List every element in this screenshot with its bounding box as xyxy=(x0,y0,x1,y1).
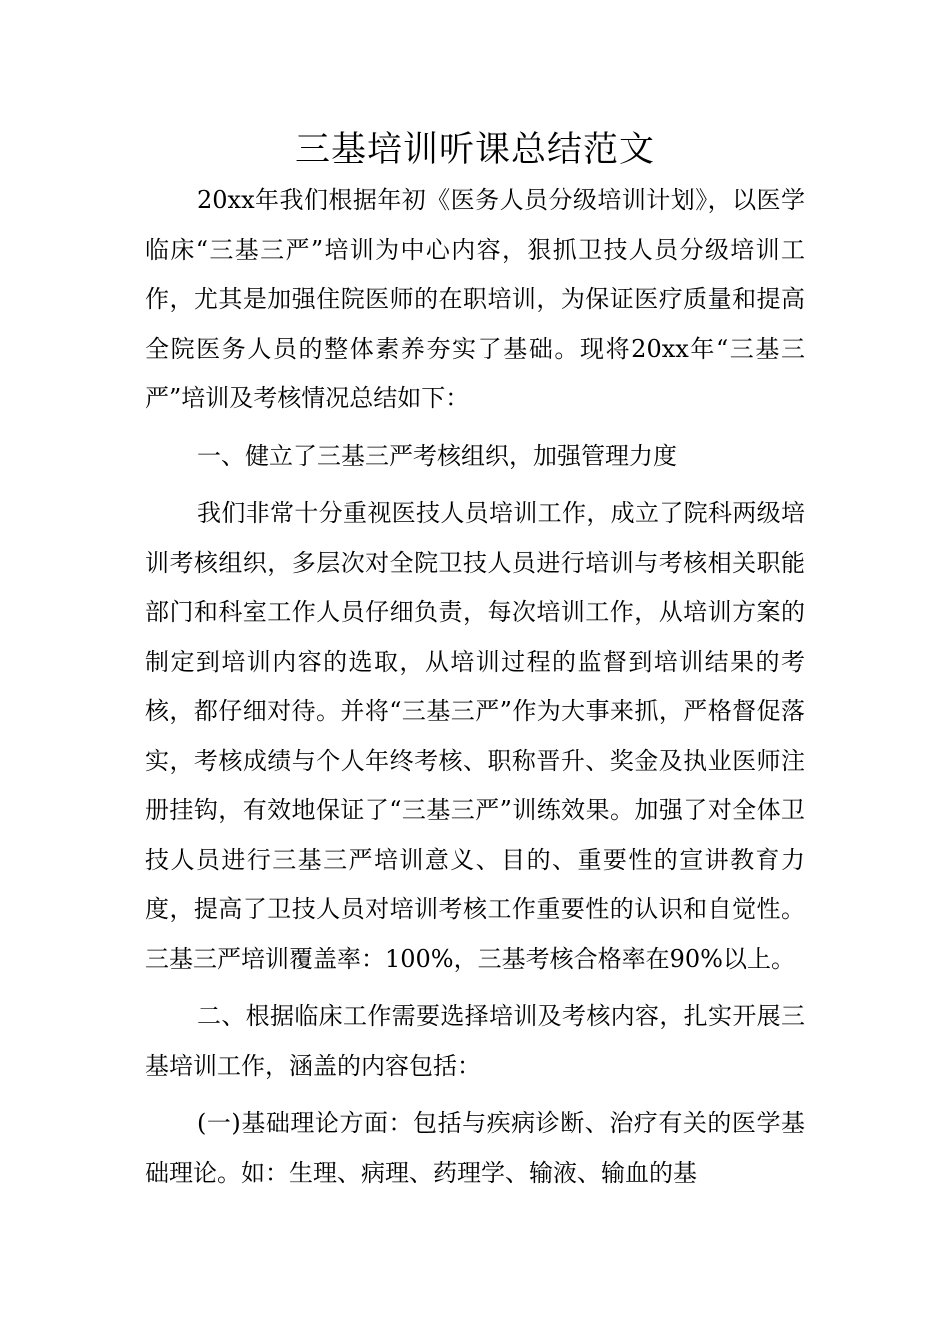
section-heading-2: 二、根据临床工作需要选择培训及考核内容，扎实开展三基培训工作，涵盖的内容包括： xyxy=(145,1002,805,1080)
intro-paragraph: 20xx年我们根据年初《医务人员分级培训计划》，以医学临床“三基三严”培训为中心内容，狠抓卫技人员分级培训工作，尤其是加强住院医师的在职培训，为保证医疗质量和提高全院医务人员的整体素养夯实了基础。现将20xx年“三基三严”培训及考核情况总结如下： xyxy=(145,186,805,412)
subsection-paragraph: (一)基础理论方面：包括与疾病诊断、治疗有关的医学基础理论。如：生理、病理、药理学、输液、输血的基 xyxy=(145,1109,805,1187)
document-body xyxy=(145,176,805,1198)
section-heading-1: 一、健立了三基三严考核组织，加强管理力度 xyxy=(197,441,677,470)
document-title: 三基培训听课总结范文 xyxy=(294,130,655,170)
section-1-paragraph: 我们非常十分重视医技人员培训工作，成立了院科两级培训考核组织，多层次对全院卫技人员进行培训与考核相关职能部门和科室工作人员仔细负责，每次培训工作，从培训方案的制定到培训内容的选取，从培训过程的监督到培训结果的考核，都仔细对待。并将“三基三严”作为大事来抓，严格督促落实，考核成绩与个人年终考核、职称晋升、奖金及执业医师注册挂钩，有效地保证了“三基三严”训练效果。加强了对全体卫技人员进行三基三严培训意义、目的、重要性的宣讲教育力度，提高了卫技人员对培训考核工作重要性的认识和自觉性。三基三严培训覆盖率：100%，三基考核合格率在90%以上。 xyxy=(145,499,805,973)
